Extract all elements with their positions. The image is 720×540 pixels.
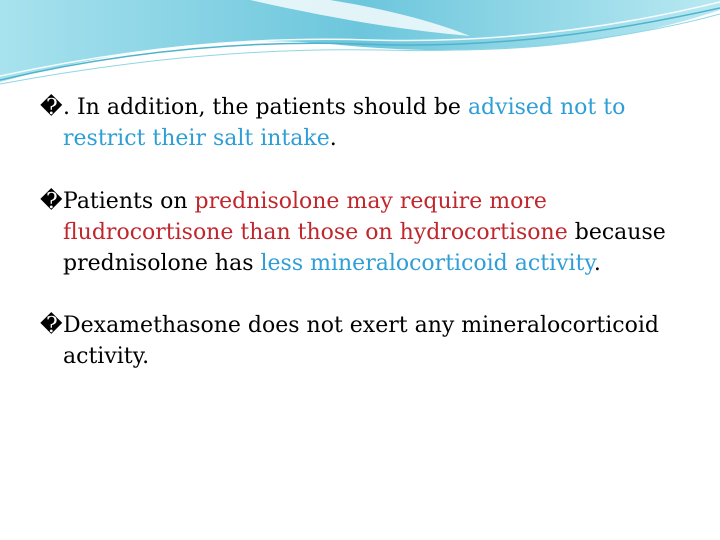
bullet-glyph: � <box>40 313 63 338</box>
paragraph-salt-intake <box>40 92 700 154</box>
paragraph-text: Dexamethasone does not exert any mineralocorticoid activity. <box>63 313 659 369</box>
header-wave-decoration <box>0 0 720 90</box>
paragraph-text: because prednisolone has <box>63 220 666 276</box>
paragraph-text: . In addition, the patients should be <box>63 95 468 120</box>
paragraph-prednisolone <box>40 186 700 279</box>
bullet-glyph: � <box>40 95 63 120</box>
highlight-salt-advice: advised not to restrict their salt intake <box>63 95 626 151</box>
paragraph-dexamethasone <box>40 310 700 372</box>
paragraph-tail: . <box>329 126 337 151</box>
slide-body <box>40 92 700 405</box>
highlight-mineralocorticoid: less mineralocorticoid activity <box>260 251 594 276</box>
highlight-prednisolone: prednisolone <box>194 189 340 214</box>
highlight-fludrocortisone: may require more fludrocortisone than those on hydrocortisone <box>63 189 568 245</box>
bullet-glyph: � <box>40 189 63 214</box>
paragraph-tail: . <box>593 251 601 276</box>
paragraph-text: Patients on <box>63 189 195 214</box>
